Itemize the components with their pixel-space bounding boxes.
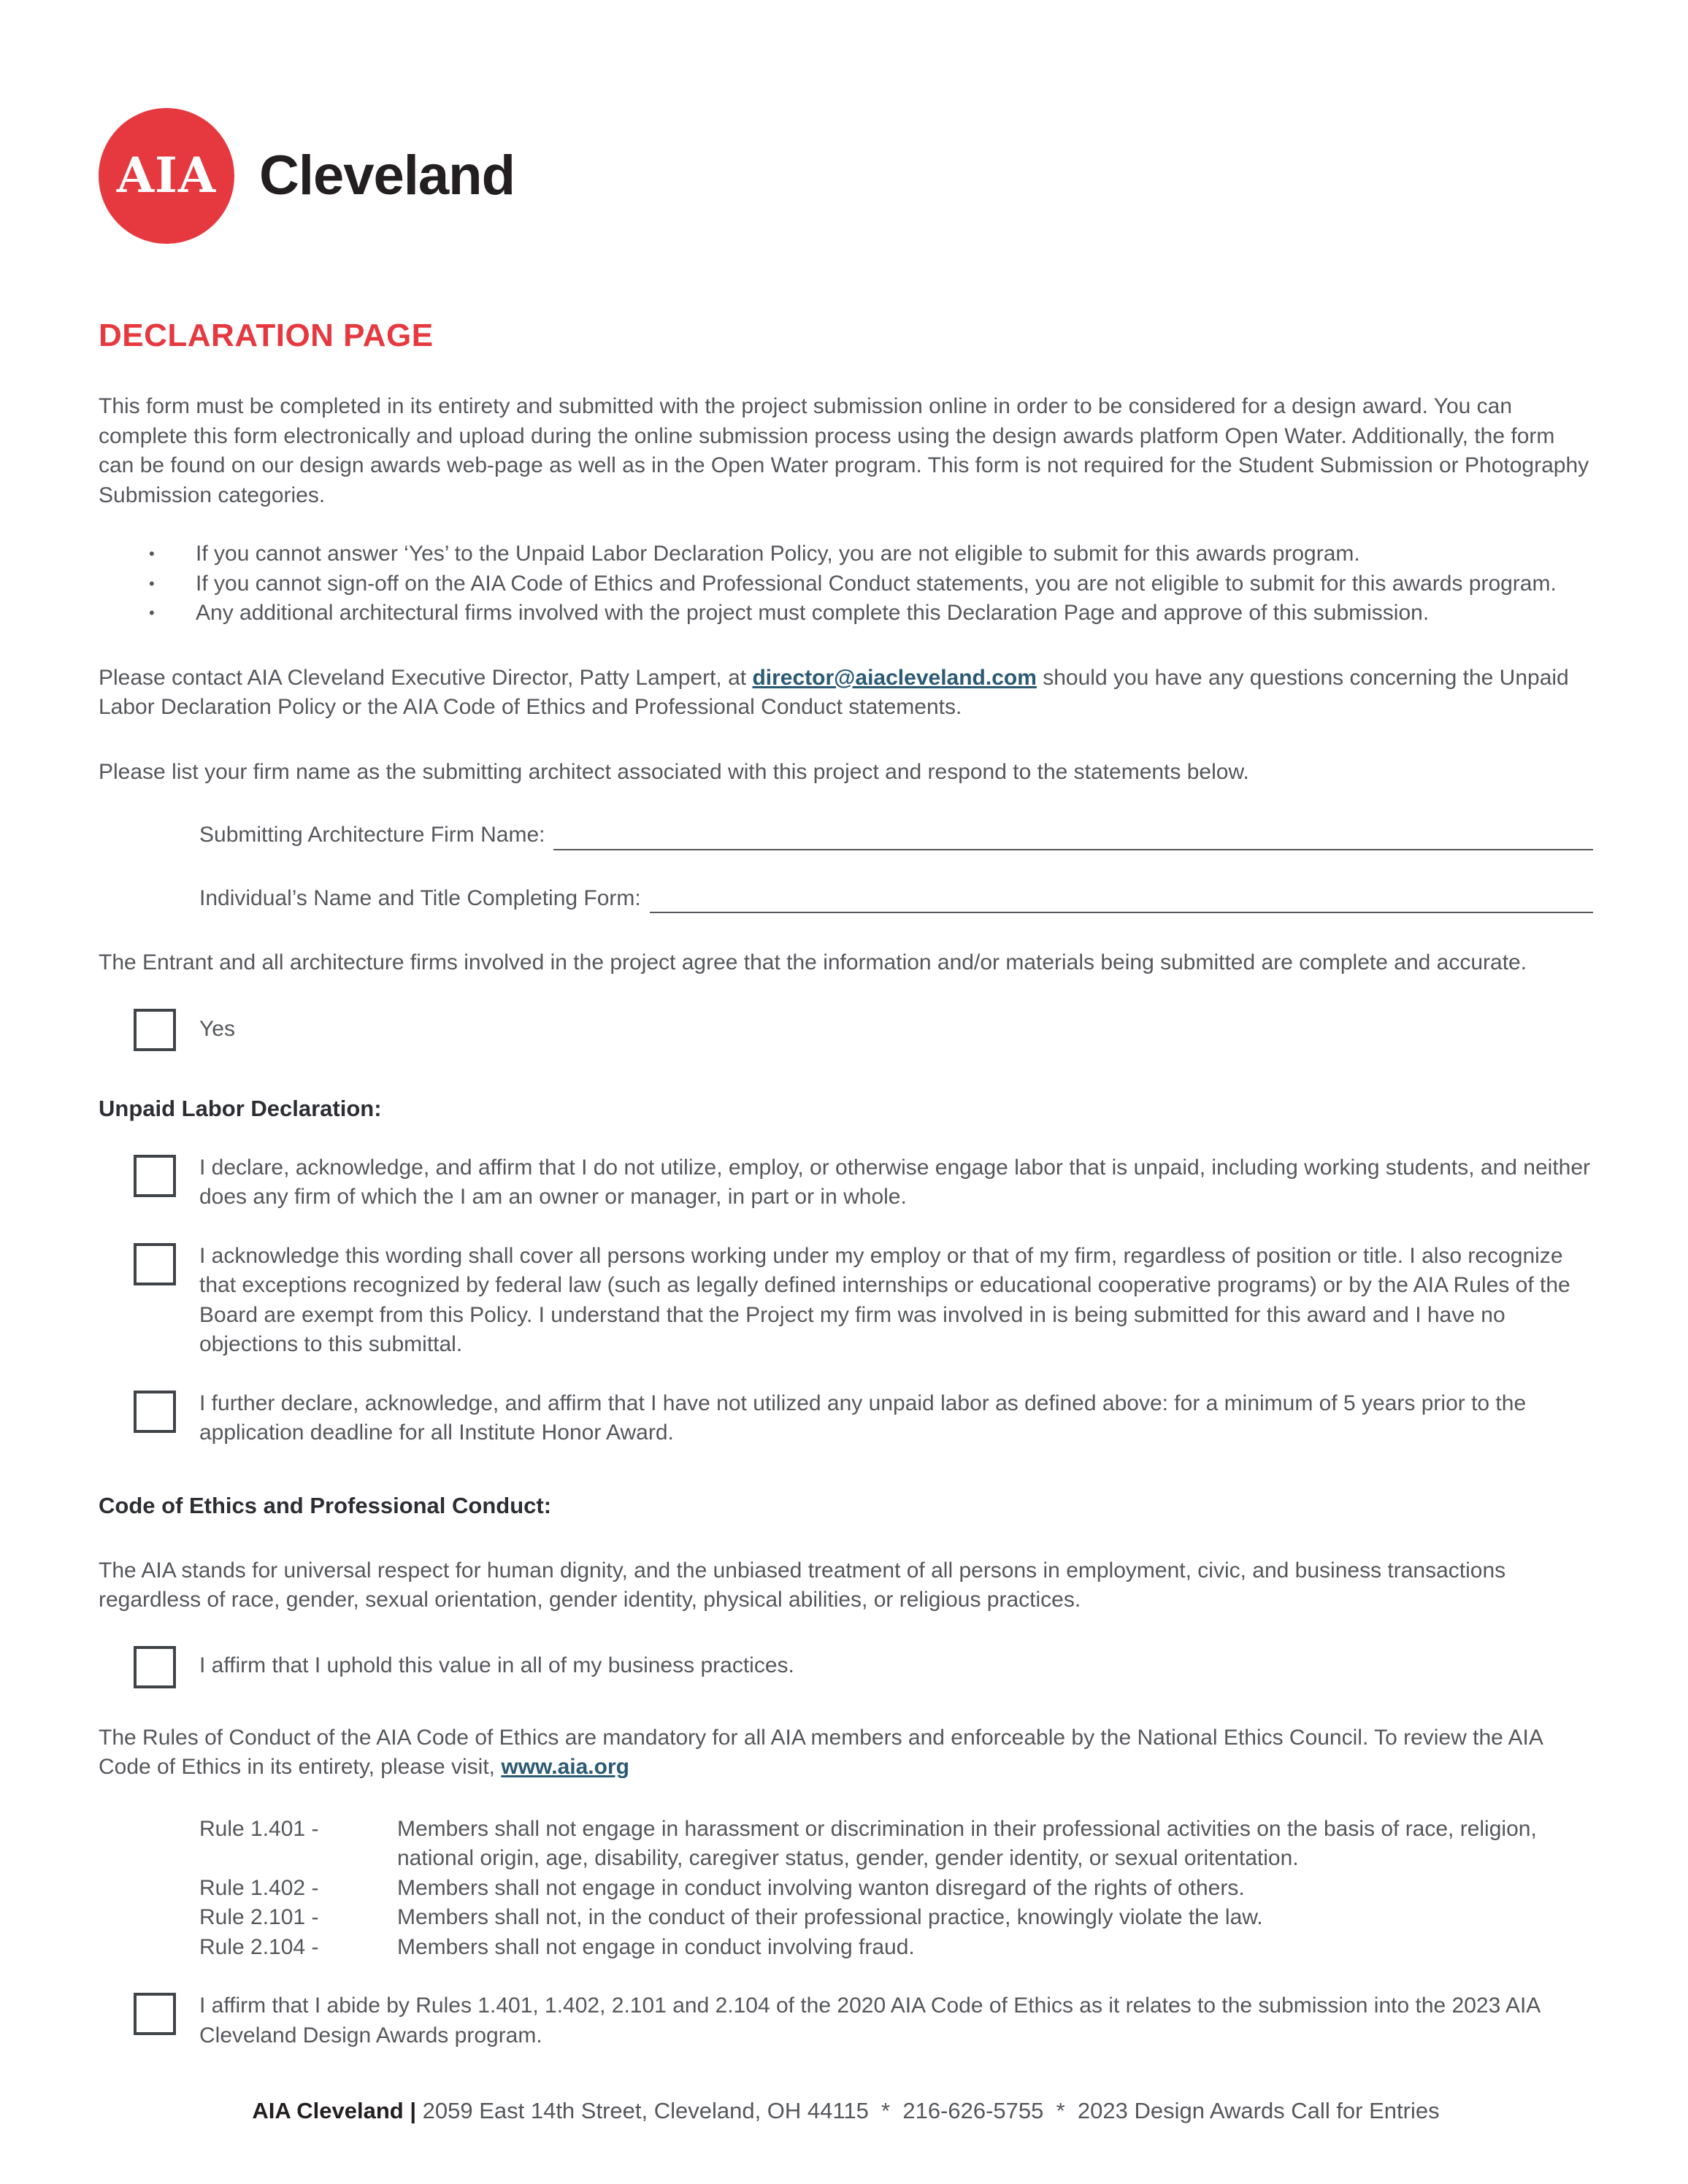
unpaid-declare-label: I declare, acknowledge, and affirm that I do not utilize, employ, or otherwise engage labor that is unpaid, including working students, and neither does any firm of which the I am an owner or manager, in part or in whole.: [199, 1155, 1591, 1210]
contact-paragraph: [99, 664, 1593, 723]
agreement-paragraph: The Entrant and all architecture firms involved in the project agree that the information and/or materials being submitted are complete and accurate.: [99, 950, 1527, 975]
unpaid-further-declare-checkbox[interactable]: [134, 1391, 176, 1433]
footer: [99, 2096, 1593, 2126]
instruction-paragraph: Please list your firm name as the submitting architect associated with this project and respond to the statements below.: [99, 759, 1249, 784]
rule-text: Members shall not, in the conduct of their professional practice, knowingly violate the law.: [397, 1905, 1263, 1930]
rules-list: [199, 1815, 1593, 1963]
yes-check-row: [134, 1007, 1593, 1051]
unpaid-acknowledge-checkbox[interactable]: [134, 1243, 176, 1285]
ethics-heading: Code of Ethics and Professional Conduct:: [99, 1492, 552, 1518]
bullet-icon: •: [149, 574, 155, 593]
unpaid-declare-checkbox[interactable]: [134, 1155, 176, 1197]
contact-text-after: should you have any questions concerning the Unpaid Labor Declaration Policy or the AIA Code of Ethics and Professional Conduct statements.: [99, 665, 1569, 720]
ethics-affirm-checkbox[interactable]: [134, 1646, 176, 1688]
individual-name-label: Individual’s Name and Title Completing Form:: [199, 885, 641, 910]
ethics-intro-paragraph: The AIA stands for universal respect for human dignity, and the unbiased treatment of all persons in employment, civic, and business transactions regardless of race, gender, sexual orientation, gender identity, physical abilities, or religious practices.: [99, 1558, 1506, 1612]
footer-org-name: AIA Cleveland |: [252, 2098, 416, 2124]
aia-org-link[interactable]: www.aia.org: [501, 1755, 629, 1780]
footer-contact-info: 2059 East 14th Street, Cleveland, OH 44115 * 216-626-5755 * 2023 Design Awards Call for Entries: [416, 2098, 1440, 2124]
intro-paragraph: This form must be completed in its entirety and submitted with the project submission online in order to be considered for a design award. You can complete this form electronically and upload during the online submission process using the design awards platform Open Water. Additionally, the form can be found on our design awards web-page as well as in the Open Water program. This form is not required for the Student Submission or Photography Submission categories.: [99, 394, 1589, 507]
firm-name-label: Submitting Architecture Firm Name:: [199, 823, 545, 847]
bullet-icon: •: [149, 604, 155, 623]
unpaid-check-row-2: [134, 1242, 1593, 1360]
final-affirm-label: I affirm that I abide by Rules 1.401, 1.402, 2.101 and 2.104 of the 2020 AIA Code of Ethics as it relates to the submission into the 2023 AIA Cleveland Design Awards program.: [199, 1993, 1540, 2048]
director-email-link[interactable]: director@aiacleveland.com: [752, 665, 1037, 690]
contact-text-before: Please contact AIA Cleveland Executive Director, Patty Lampert, at: [99, 665, 753, 690]
ethics-affirm-label: I affirm that I uphold this value in all of my business practices.: [199, 1653, 794, 1678]
rule-text: Members shall not engage in harassment or discrimination in their professional activities on the basis of race, religion, national origin, age, disability, caregiver status, gender, gender identity, or sexual oritentation.: [397, 1816, 1537, 1871]
final-affirm-row: [134, 1991, 1593, 2050]
rule-label: Rule 1.401 -: [199, 1816, 319, 1841]
rules-intro-text: The Rules of Conduct of the AIA Code of Ethics are mandatory for all AIA members and enforceable by the National Ethics Council. To review the AIA Code of Ethics in its entirety, please visit,: [99, 1725, 1543, 1780]
bullet-list: [99, 539, 1593, 628]
individual-name-field-row: [199, 884, 1593, 914]
rules-intro-paragraph: [99, 1723, 1593, 1783]
rule-text: Members shall not engage in conduct involving fraud.: [397, 1934, 915, 1959]
page-title: DECLARATION PAGE: [99, 318, 434, 353]
ethics-affirm-row: [134, 1645, 1593, 1688]
yes-checkbox[interactable]: [134, 1009, 176, 1051]
bullet-text: If you cannot sign-off on the AIA Code of Ethics and Professional Conduct statements, you are not eligible to submit for this awards program.: [196, 571, 1557, 596]
bullet-icon: •: [149, 545, 155, 564]
bullet-text: If you cannot answer ‘Yes’ to the Unpaid Labor Declaration Policy, you are not eligible to submit for this awards program.: [196, 542, 1360, 566]
firm-name-field-row: [199, 820, 1593, 850]
bullet-text: Any additional architectural firms involved with the project must complete this Declaration Page and approve of this submission.: [196, 601, 1430, 626]
bullet-item: [149, 599, 1593, 628]
bullet-item: [149, 569, 1593, 599]
aia-logo-icon: [99, 108, 234, 244]
rule-label: Rule 1.402 -: [199, 1875, 319, 1900]
unpaid-acknowledge-label: I acknowledge this wording shall cover all persons working under my employ or that of my firm, regardless of position or title. I also recognize that exceptions recognized by federal law (such as legally defined internships or educational cooperative programs) or by the AIA Rules of the Board are exempt from this Policy. I understand that the Project my firm was involved in is being submitted for this award and I have no objections to this submittal.: [199, 1243, 1570, 1357]
unpaid-further-declare-label: I further declare, acknowledge, and affirm that I have not utilized any unpaid labor as defined above: for a minimum of 5 years prior to the application deadline for all Institute Honor Award.: [199, 1391, 1527, 1445]
rule-label: Rule 2.104 -: [199, 1934, 319, 1959]
firm-name-input[interactable]: [553, 826, 1593, 850]
aia-logo-text: AIA: [116, 147, 217, 204]
individual-name-input[interactable]: [650, 888, 1593, 913]
unpaid-labor-heading: Unpaid Labor Declaration:: [99, 1095, 382, 1121]
unpaid-check-row-1: [134, 1153, 1593, 1212]
yes-checkbox-label: Yes: [199, 1016, 235, 1041]
unpaid-check-row-3: [134, 1389, 1593, 1448]
final-affirm-checkbox[interactable]: [134, 1993, 176, 2035]
bullet-item: [149, 539, 1593, 569]
logo-wordmark: Cleveland: [259, 144, 515, 207]
rule-text: Members shall not engage in conduct involving wanton disregard of the rights of others.: [397, 1875, 1245, 1900]
aia-cleveland-logo: [99, 108, 1593, 244]
rule-label: Rule 2.101 -: [199, 1905, 319, 1930]
